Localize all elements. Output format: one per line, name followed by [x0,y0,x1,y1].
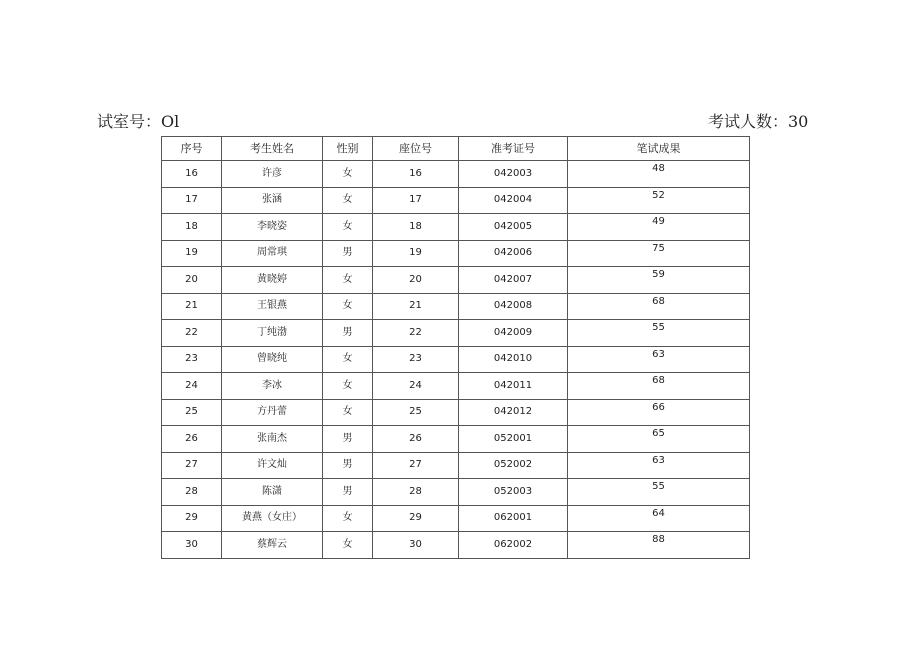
cell-name: 李冰 [222,373,323,400]
table-row [162,240,750,267]
cell-score: 48 [568,161,750,188]
cell-ticket: 052003 [459,479,568,506]
table-row [162,161,750,188]
cell-score: 49 [568,214,750,241]
cell-gender: 女 [323,161,373,188]
column-header-ticket: 准考证号 [459,137,568,161]
cell-number: 30 [162,532,222,559]
cell-ticket: 062001 [459,505,568,532]
table-row [162,532,750,559]
cell-number: 22 [162,320,222,347]
table-row [162,320,750,347]
cell-gender: 男 [323,452,373,479]
table-row [162,214,750,241]
cell-ticket: 042010 [459,346,568,373]
table-row [162,452,750,479]
cell-name: 蔡辉云 [222,532,323,559]
column-header-name: 考生姓名 [222,137,323,161]
cell-ticket: 042011 [459,373,568,400]
cell-score: 68 [568,293,750,320]
table-header-row [162,137,750,161]
cell-number: 27 [162,452,222,479]
cell-seat: 25 [373,399,459,426]
table-row [162,346,750,373]
cell-score: 66 [568,399,750,426]
cell-seat: 18 [373,214,459,241]
cell-score: 75 [568,240,750,267]
table-row [162,479,750,506]
cell-score: 52 [568,187,750,214]
cell-seat: 27 [373,452,459,479]
cell-name: 张南杰 [222,426,323,453]
cell-seat: 28 [373,479,459,506]
cell-ticket: 042003 [459,161,568,188]
cell-name: 丁纯渤 [222,320,323,347]
cell-score: 88 [568,532,750,559]
cell-score: 59 [568,267,750,294]
cell-score: 63 [568,452,750,479]
cell-gender: 男 [323,320,373,347]
cell-ticket: 042009 [459,320,568,347]
cell-gender: 女 [323,532,373,559]
cell-ticket: 052002 [459,452,568,479]
cell-name: 陈潇 [222,479,323,506]
cell-number: 17 [162,187,222,214]
cell-ticket: 042004 [459,187,568,214]
cell-number: 18 [162,214,222,241]
cell-seat: 29 [373,505,459,532]
cell-gender: 男 [323,479,373,506]
cell-number: 20 [162,267,222,294]
cell-number: 23 [162,346,222,373]
cell-seat: 19 [373,240,459,267]
table-row [162,399,750,426]
cell-score: 64 [568,505,750,532]
column-header-gender: 性别 [323,137,373,161]
cell-name: 李晓姿 [222,214,323,241]
cell-seat: 22 [373,320,459,347]
cell-gender: 女 [323,214,373,241]
column-header-seat: 座位号 [373,137,459,161]
cell-score: 55 [568,320,750,347]
cell-score: 68 [568,373,750,400]
table-row [162,505,750,532]
cell-name: 王银燕 [222,293,323,320]
column-header-score: 笔试成果 [568,137,750,161]
cell-ticket: 042008 [459,293,568,320]
cell-number: 19 [162,240,222,267]
cell-name: 许彦 [222,161,323,188]
cell-gender: 女 [323,346,373,373]
cell-name: 许文灿 [222,452,323,479]
cell-name: 张涵 [222,187,323,214]
cell-ticket: 062002 [459,532,568,559]
table-row [162,373,750,400]
cell-seat: 24 [373,373,459,400]
table-row [162,187,750,214]
cell-ticket: 052001 [459,426,568,453]
cell-name: 周常琪 [222,240,323,267]
cell-number: 29 [162,505,222,532]
cell-gender: 男 [323,240,373,267]
cell-seat: 30 [373,532,459,559]
cell-ticket: 042007 [459,267,568,294]
cell-name: 黄燕（女庄） [222,505,323,532]
exam-room-label: 试室号：Ol [97,112,180,131]
cell-number: 25 [162,399,222,426]
cell-ticket: 042006 [459,240,568,267]
exam-roster-table [161,136,750,559]
cell-number: 24 [162,373,222,400]
cell-number: 21 [162,293,222,320]
cell-gender: 男 [323,426,373,453]
cell-score: 63 [568,346,750,373]
table-row [162,267,750,294]
cell-seat: 17 [373,187,459,214]
cell-seat: 26 [373,426,459,453]
cell-seat: 16 [373,161,459,188]
cell-gender: 女 [323,399,373,426]
cell-name: 黄晓婷 [222,267,323,294]
column-header-number: 序号 [162,137,222,161]
cell-gender: 女 [323,187,373,214]
cell-gender: 女 [323,373,373,400]
cell-ticket: 042012 [459,399,568,426]
cell-number: 28 [162,479,222,506]
table-body [162,161,750,559]
cell-score: 65 [568,426,750,453]
cell-gender: 女 [323,505,373,532]
table-row [162,426,750,453]
cell-name: 方丹蕾 [222,399,323,426]
cell-seat: 20 [373,267,459,294]
cell-seat: 21 [373,293,459,320]
cell-score: 55 [568,479,750,506]
cell-seat: 23 [373,346,459,373]
cell-number: 16 [162,161,222,188]
table-row [162,293,750,320]
cell-ticket: 042005 [459,214,568,241]
cell-name: 曾晓纯 [222,346,323,373]
candidate-count-label: 考试人数：30 [708,112,809,131]
cell-gender: 女 [323,267,373,294]
cell-gender: 女 [323,293,373,320]
cell-number: 26 [162,426,222,453]
